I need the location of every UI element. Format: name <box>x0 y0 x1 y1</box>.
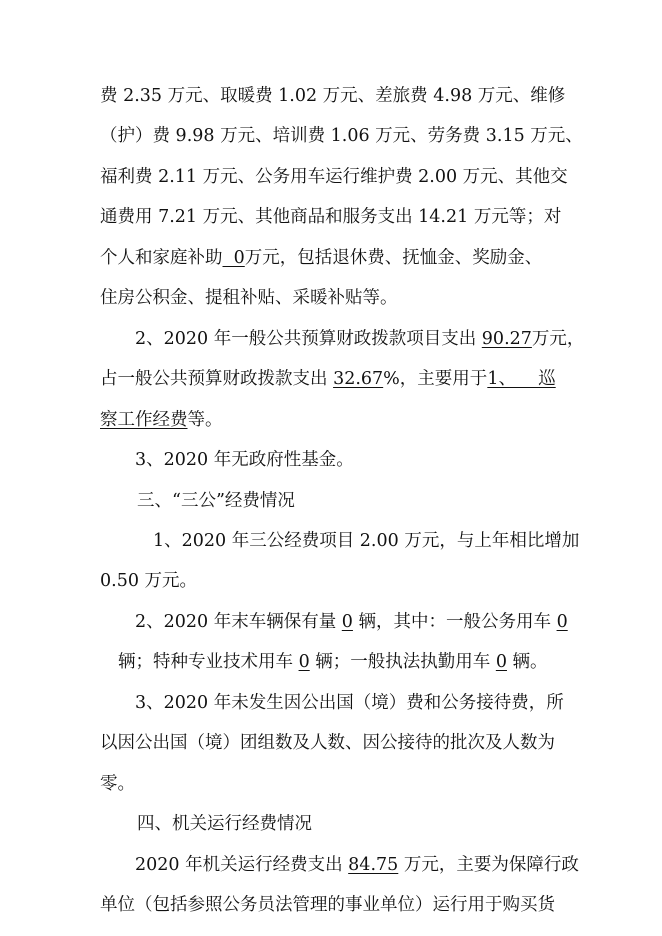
text-segment: 辆；特种专业技术用车 <box>118 652 299 672</box>
text-line: 住房公积金、提租补贴、采暖补贴等。 <box>100 288 398 308</box>
text-line: 1、2020 年三公经费项目 2.00 万元，与上年相比增加 <box>153 531 580 551</box>
underlined-value: 0 <box>495 652 507 672</box>
text-line <box>100 243 542 273</box>
text-line: 以因公出国（境）团组数及人数、因公接待的批次及人数为 <box>100 733 555 753</box>
text-segment: 2、2020 年末车辆保有量 <box>135 612 342 632</box>
text-line: 费 2.35 万元、取暖费 1.02 万元、差旅费 4.98 万元、维修 <box>100 86 566 106</box>
underlined-value: 0 <box>341 612 353 632</box>
underlined-value: 84.75 <box>348 855 399 875</box>
underlined-value: 察工作经费 <box>100 410 188 430</box>
underlined-value: 0 <box>298 652 310 672</box>
text-segment: 2020 年机关运行经费支出 <box>135 855 349 875</box>
text-segment: 万元，包括退休费、抚恤金、奖励金、 <box>244 248 543 268</box>
section-heading: 三、“三公”经费情况 <box>137 491 295 511</box>
text-segment: 个人和家庭补助 <box>100 248 223 268</box>
text-segment: 等。 <box>187 410 223 430</box>
text-segment: 占一般公共预算财政拨款支出 <box>100 369 334 389</box>
text-segment: 2、2020 年一般公共预算财政拨款项目支出 <box>135 329 482 349</box>
text-line <box>135 607 568 637</box>
text-line: 0.50 万元。 <box>100 571 198 591</box>
text-line <box>135 850 579 880</box>
underlined-value: 90.27 <box>481 329 532 349</box>
underlined-value: 1、 巡 <box>487 369 556 389</box>
underlined-value: 0 <box>556 612 568 632</box>
text-line: 福利费 2.11 万元、公务用车运行维护费 2.00 万元、其他交 <box>100 167 568 187</box>
text-segment: 万元，主要为保障行政 <box>398 855 579 875</box>
text-line: 单位（包括参照公务员法管理的事业单位）运行用于购买货 <box>100 895 555 915</box>
text-segment: 万元， <box>531 329 585 349</box>
text-segment: 辆。 <box>506 652 548 672</box>
section-heading: 四、机关运行经费情况 <box>137 814 312 834</box>
text-segment: 辆；一般执法执勤用车 <box>309 652 496 672</box>
text-line: 3、2020 年无政府性基金。 <box>135 450 354 470</box>
text-line <box>118 647 548 677</box>
text-line: （护）费 9.98 万元、培训费 1.06 万元、劳务费 3.15 万元、 <box>100 126 583 146</box>
text-line: 零。 <box>100 774 135 794</box>
underlined-value: 32.67 <box>333 369 384 389</box>
text-line: 通费用 7.21 万元、其他商品和服务支出 14.21 万元等；对 <box>100 207 562 227</box>
text-line <box>100 364 556 394</box>
text-segment: 辆，其中：一般公务用车 <box>352 612 557 632</box>
text-line: 3、2020 年未发生因公出国（境）费和公务接待费，所 <box>135 693 564 713</box>
text-segment: %，主要用于 <box>383 369 488 389</box>
underlined-value: 0 <box>222 248 245 268</box>
text-line <box>135 324 584 354</box>
text-line <box>100 405 223 435</box>
